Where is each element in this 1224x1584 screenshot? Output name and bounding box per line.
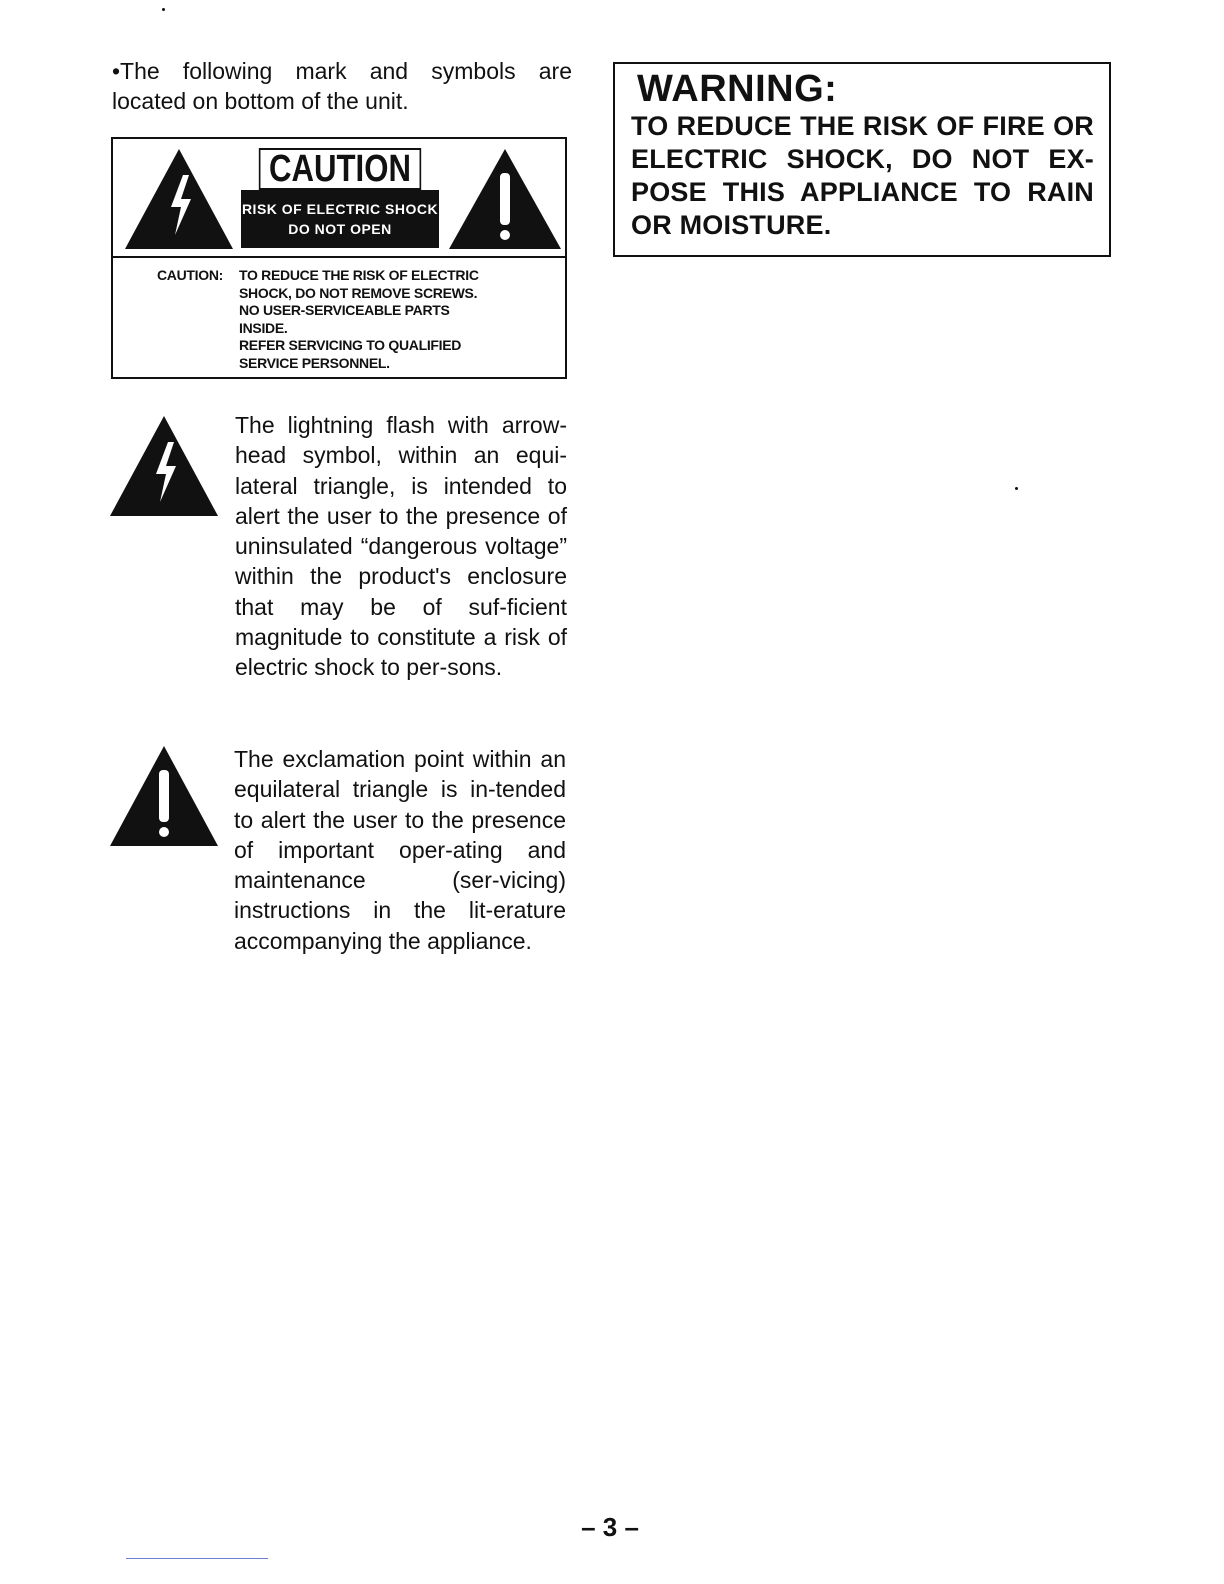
exclamation-triangle-icon <box>447 147 563 251</box>
intro-line-1: •The following mark and symbols are <box>112 58 572 84</box>
warning-title: WARNING: <box>637 68 838 110</box>
intro-text <box>112 56 572 116</box>
caution-key: CAUTION: <box>157 267 224 283</box>
caution-title: CAUTION <box>259 148 421 190</box>
footer-rule <box>126 1558 268 1559</box>
caution-instructions: TO REDUCE THE RISK OF ELECTRIC SHOCK, DO NOT REMOVE SCREWS. NO USER-SERVICEABLE PARTS INSIDE. REFER SERVICING TO QUALIFIED SERVICE PERSONNEL. <box>239 267 479 371</box>
exclamation-symbol-explanation: The exclamation point within an equilateral triangle is in-tended to alert the user to the presence of important oper-ating and maintenance (ser-vicing) instructions in the lit-erature accompanying the appliance. <box>234 746 566 954</box>
lightning-triangle-icon <box>108 414 220 518</box>
warning-box <box>613 62 1111 257</box>
caution-subtitle <box>241 190 439 248</box>
warning-text: TO REDUCE THE RISK OF FIRE OR ELECTRIC SHOCK, DO NOT EX-POSE THIS APPLIANCE TO RAIN OR MOISTURE. <box>631 111 1094 240</box>
caution-small-text <box>157 267 479 371</box>
caution-divider <box>113 256 565 258</box>
exclamation-triangle-icon <box>108 744 220 848</box>
caution-label <box>241 148 439 250</box>
scan-speck <box>1015 487 1018 490</box>
lightning-symbol-explanation: The lightning flash with arrow-head symbol, within an equi-lateral triangle, is intended to alert the user to the presence of uninsulated “dangerous voltage” within the product's enclosure that may be of suf-ficient magnitude to constitute a risk of electric shock to per-sons. <box>235 412 567 681</box>
intro-line-2: located on bottom of the unit. <box>112 88 409 114</box>
scan-speck <box>162 8 165 11</box>
page-number: – 3 – <box>581 1512 639 1542</box>
lightning-triangle-icon <box>123 147 235 251</box>
caution-label-box <box>111 137 567 379</box>
caution-sub-2: DO NOT OPEN <box>288 221 392 237</box>
caution-sub-1: RISK OF ELECTRIC SHOCK <box>241 201 439 217</box>
